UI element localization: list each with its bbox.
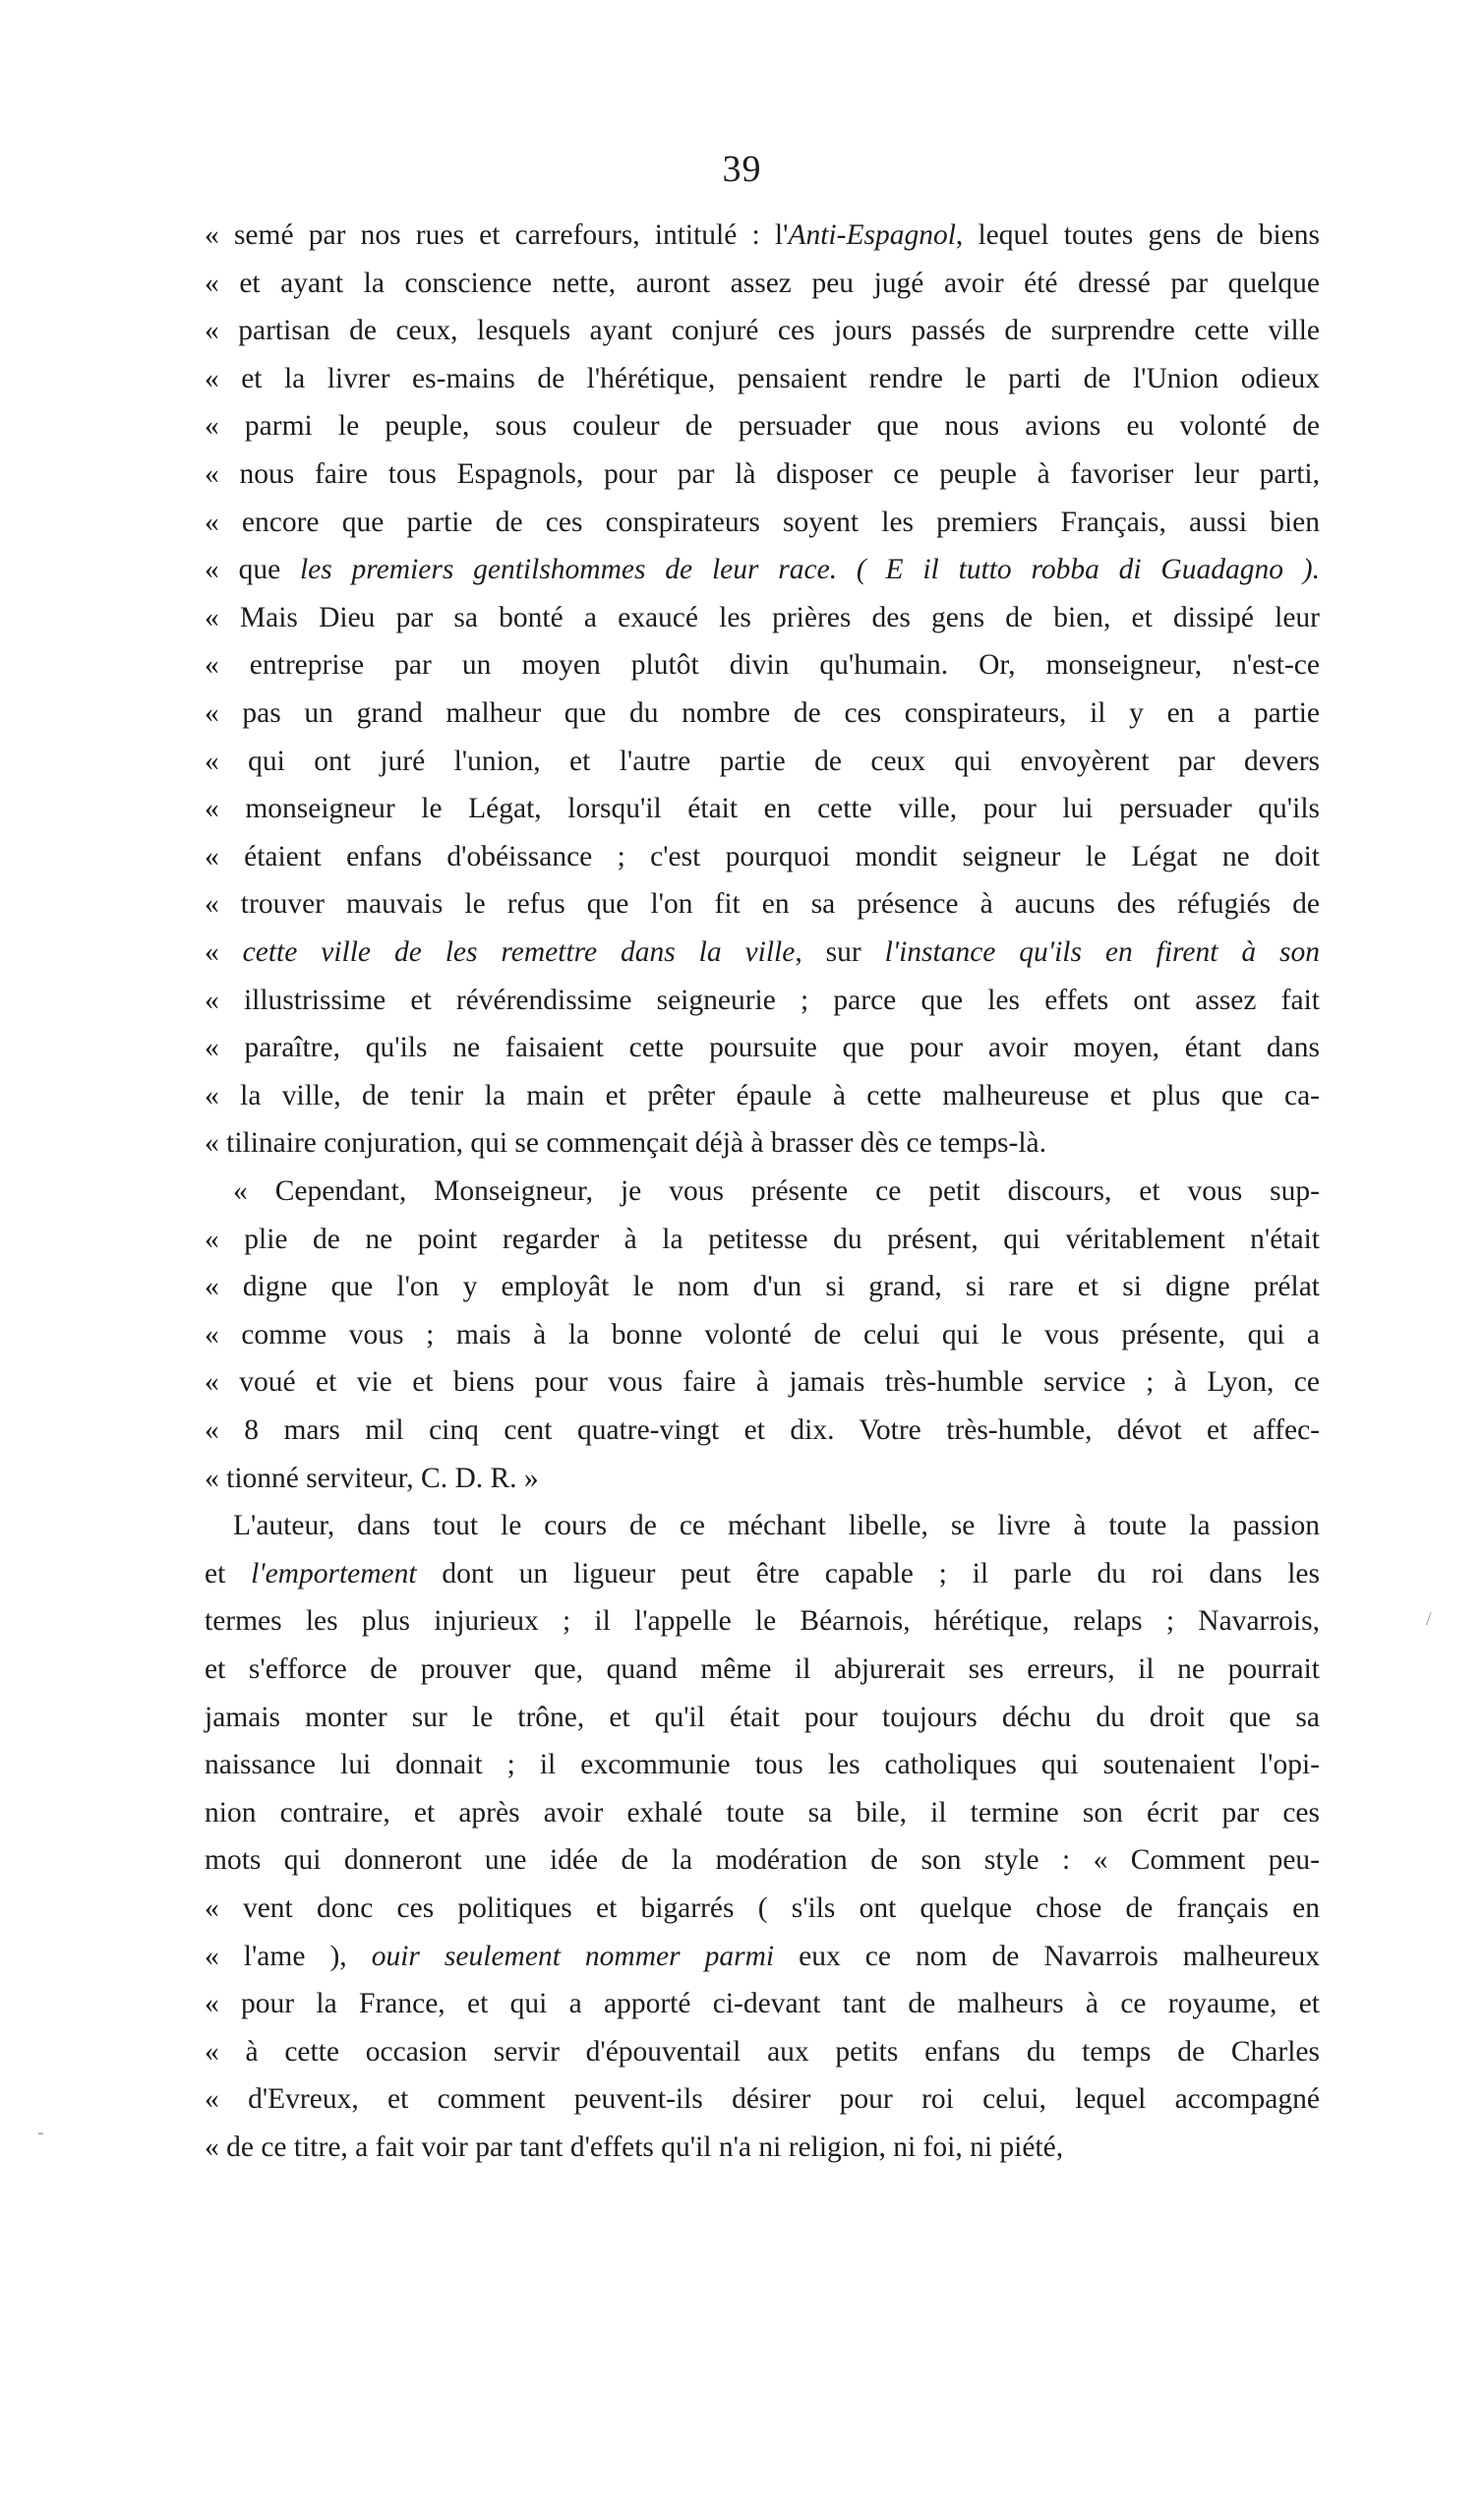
text-segment: « tionné serviteur, C. D. R. » bbox=[205, 1462, 539, 1494]
text-segment: « plie de ne point regarder à la petitesse du présent, qui véritablement n'était bbox=[205, 1223, 1320, 1255]
text-line bbox=[205, 1416, 1320, 1446]
text-line bbox=[233, 1177, 1320, 1207]
text-segment: « tilinaire conjuration, qui se commençait déjà à brasser dès ce temps-là. bbox=[205, 1127, 1047, 1160]
text-segment: , sur bbox=[795, 936, 885, 968]
text-line bbox=[205, 317, 1320, 346]
text-segment: et bbox=[205, 1557, 252, 1590]
text-line bbox=[205, 1751, 1320, 1780]
text-line bbox=[205, 362, 1320, 394]
margin-mark: / bbox=[1426, 1608, 1432, 1630]
text-segment: dont un ligueur peut être capable ; il parle du roi dans les bbox=[416, 1557, 1320, 1590]
text-segment: « la ville, de tenir la main et prêter épaule à cette malheureuse et plus que ca- bbox=[205, 1079, 1320, 1111]
margin-mark: - bbox=[37, 2122, 44, 2143]
text-line bbox=[205, 601, 1320, 633]
text-segment: « d'Evreux, et comment peuvent-ils désirer pour roi celui, lequel accompagné bbox=[205, 2083, 1320, 2116]
text-segment: eux ce nom de Navarrois malheureux bbox=[774, 1940, 1321, 1972]
text-segment: « Mais Dieu par sa bonté a exaucé les prières des gens de bien, et dissipé leur bbox=[205, 601, 1320, 633]
text-segment: naissance lui donnait ; il excommunie tous les catholiques qui soutenaient l'opi- bbox=[205, 1749, 1320, 1781]
text-line bbox=[205, 267, 1320, 299]
text-segment: « digne que l'on y employât le nom d'un si grand, si rare et si digne prélat bbox=[205, 1271, 1320, 1303]
text-line bbox=[205, 1940, 1321, 1972]
text-segment: « voué et vie et biens pour vous faire à jamais très-humble service ; à Lyon, ce bbox=[205, 1366, 1320, 1399]
italic-segment: l'instance qu'ils en firent à son bbox=[884, 936, 1321, 968]
text-line bbox=[233, 1512, 1320, 1541]
italic-segment: Anti-Espagnol bbox=[788, 219, 956, 251]
text-line bbox=[205, 1273, 1320, 1302]
text-segment: « encore que partie de ces conspirateurs soyent les premiers Français, aussi bien bbox=[205, 506, 1320, 538]
text-line bbox=[205, 2085, 1320, 2115]
text-segment: « de ce titre, a fait voir par tant d'effets qu'il n'a ni religion, ni foi, ni piété, bbox=[205, 2131, 1064, 2163]
text-segment: « l'ame ), bbox=[205, 1940, 372, 1972]
text-line bbox=[205, 2133, 1320, 2163]
text-segment: mots qui donneront une idée de la modération de son style : « Comment peu- bbox=[205, 1844, 1320, 1877]
italic-segment: l'emportement bbox=[251, 1557, 417, 1590]
text-segment: « et ayant la conscience nette, auront assez peu jugé avoir été dressé par quelque bbox=[205, 267, 1320, 299]
text-line bbox=[205, 795, 1320, 824]
text-segment: « nous faire tous Espagnols, pour par là disposer ce peuple à favoriser leur parti, bbox=[205, 458, 1320, 490]
text-line bbox=[205, 1607, 1320, 1637]
text-line bbox=[205, 651, 1320, 681]
text-segment: jamais monter sur le trône, et qu'il était pour toujours déchu du droit que sa bbox=[205, 1701, 1320, 1733]
text-segment: « trouver mauvais le refus que l'on fit en sa présence à aucuns des réfugiés de bbox=[205, 888, 1320, 921]
text-segment: « illustrissime et révérendissime seigneurie ; parce que les effets ont assez fait bbox=[205, 984, 1320, 1016]
text-segment: « semé par nos rues et carrefours, intitulé : l' bbox=[205, 219, 789, 251]
text-line bbox=[205, 1079, 1320, 1111]
text-line bbox=[205, 1894, 1320, 1924]
text-segment: « pour la France, et qui a apporté ci-devant tant de malheurs à ce royaume, et bbox=[205, 1988, 1320, 2020]
text-line bbox=[205, 938, 1320, 968]
text-line bbox=[205, 1223, 1320, 1255]
text-segment: L'auteur, dans tout le cours de ce méchant libelle, se livre à toute la passion bbox=[233, 1510, 1320, 1542]
text-line bbox=[205, 1846, 1320, 1876]
text-line bbox=[205, 1462, 1320, 1494]
text-segment: « 8 mars mil cinq cent quatre-vingt et dix. Votre très-humble, dévot et affec- bbox=[205, 1414, 1320, 1446]
text-line bbox=[205, 890, 1320, 920]
text-segment: « à cette occasion servir d'épouventail aux petits enfans du temps de Charles bbox=[205, 2035, 1320, 2068]
text-line bbox=[205, 745, 1320, 777]
text-segment: « étaient enfans d'obéissance ; c'est pourquoi mondit seigneur le Légat ne doit bbox=[205, 840, 1320, 872]
text-line bbox=[205, 1557, 1320, 1590]
text-line bbox=[205, 1129, 1320, 1159]
italic-segment: les premiers gentilshommes de leur race. ( E il tutto robba di Guadagno ). bbox=[299, 554, 1320, 586]
text-segment: « qui ont juré l'union, et l'autre partie de ceux qui envoyèrent par devers bbox=[205, 745, 1320, 777]
text-segment: « monseigneur le Légat, lorsqu'il était en cette ville, pour lui persuader qu'ils bbox=[205, 793, 1320, 825]
text-segment: « vent donc ces politiques et bigarrés ( s'ils ont quelque chose de français en bbox=[205, 1892, 1320, 1924]
page-number: 39 bbox=[722, 149, 762, 190]
text-segment: , lequel toutes gens de biens bbox=[955, 219, 1320, 251]
text-segment: « pas un grand malheur que du nombre de ces conspirateurs, il y en a partie bbox=[205, 697, 1320, 729]
text-segment: nion contraire, et après avoir exhalé toute sa bile, il termine son écrit par ces bbox=[205, 1796, 1320, 1829]
text-segment: « et la livrer es-mains de l'hérétique, pensaient rendre le parti de l'Union odieux bbox=[205, 362, 1320, 394]
text-line bbox=[205, 699, 1320, 729]
text-line bbox=[205, 1990, 1320, 2019]
text-segment: « parmi le peuple, sous couleur de persuader que nous avions eu volonté de bbox=[205, 410, 1320, 443]
text-segment: « partisan de ceux, lesquels ayant conjuré ces jours passés de surprendre cette ville bbox=[205, 315, 1320, 347]
italic-segment: ouir seulement nommer parmi bbox=[371, 1940, 775, 1972]
italic-segment: cette ville de les remettre dans la ville bbox=[242, 936, 796, 968]
text-line bbox=[205, 556, 1320, 585]
text-line bbox=[205, 1701, 1320, 1733]
text-segment: « entreprise par un moyen plutôt divin qu'humain. Or, monseigneur, n'est-ce bbox=[205, 649, 1320, 682]
text-segment: « bbox=[205, 936, 243, 968]
text-line bbox=[205, 1796, 1320, 1829]
text-line bbox=[205, 1368, 1320, 1398]
text-line bbox=[205, 412, 1320, 442]
text-line bbox=[205, 1655, 1320, 1685]
text-segment: « que bbox=[205, 554, 300, 586]
text-segment: termes les plus injurieux ; il l'appelle le Béarnois, hérétique, relaps ; Navarrois, bbox=[205, 1605, 1320, 1638]
text-segment: « comme vous ; mais à la bonne volonté de celui qui le vous présente, qui a bbox=[205, 1318, 1320, 1350]
text-line bbox=[205, 506, 1320, 538]
text-segment: « paraître, qu'ils ne faisaient cette poursuite que pour avoir moyen, étant dans bbox=[205, 1032, 1320, 1064]
text-segment: « Cependant, Monseigneur, je vous présente ce petit discours, et vous sup- bbox=[233, 1175, 1320, 1207]
text-line bbox=[205, 2035, 1320, 2068]
text-segment: et s'efforce de prouver que, quand même il abjurerait ses erreurs, il ne pourrait bbox=[205, 1653, 1320, 1685]
text-line bbox=[205, 460, 1320, 490]
text-line bbox=[205, 840, 1320, 872]
text-line bbox=[205, 1034, 1320, 1063]
text-line bbox=[205, 984, 1320, 1016]
text-line bbox=[205, 221, 1320, 251]
text-line bbox=[205, 1318, 1320, 1350]
